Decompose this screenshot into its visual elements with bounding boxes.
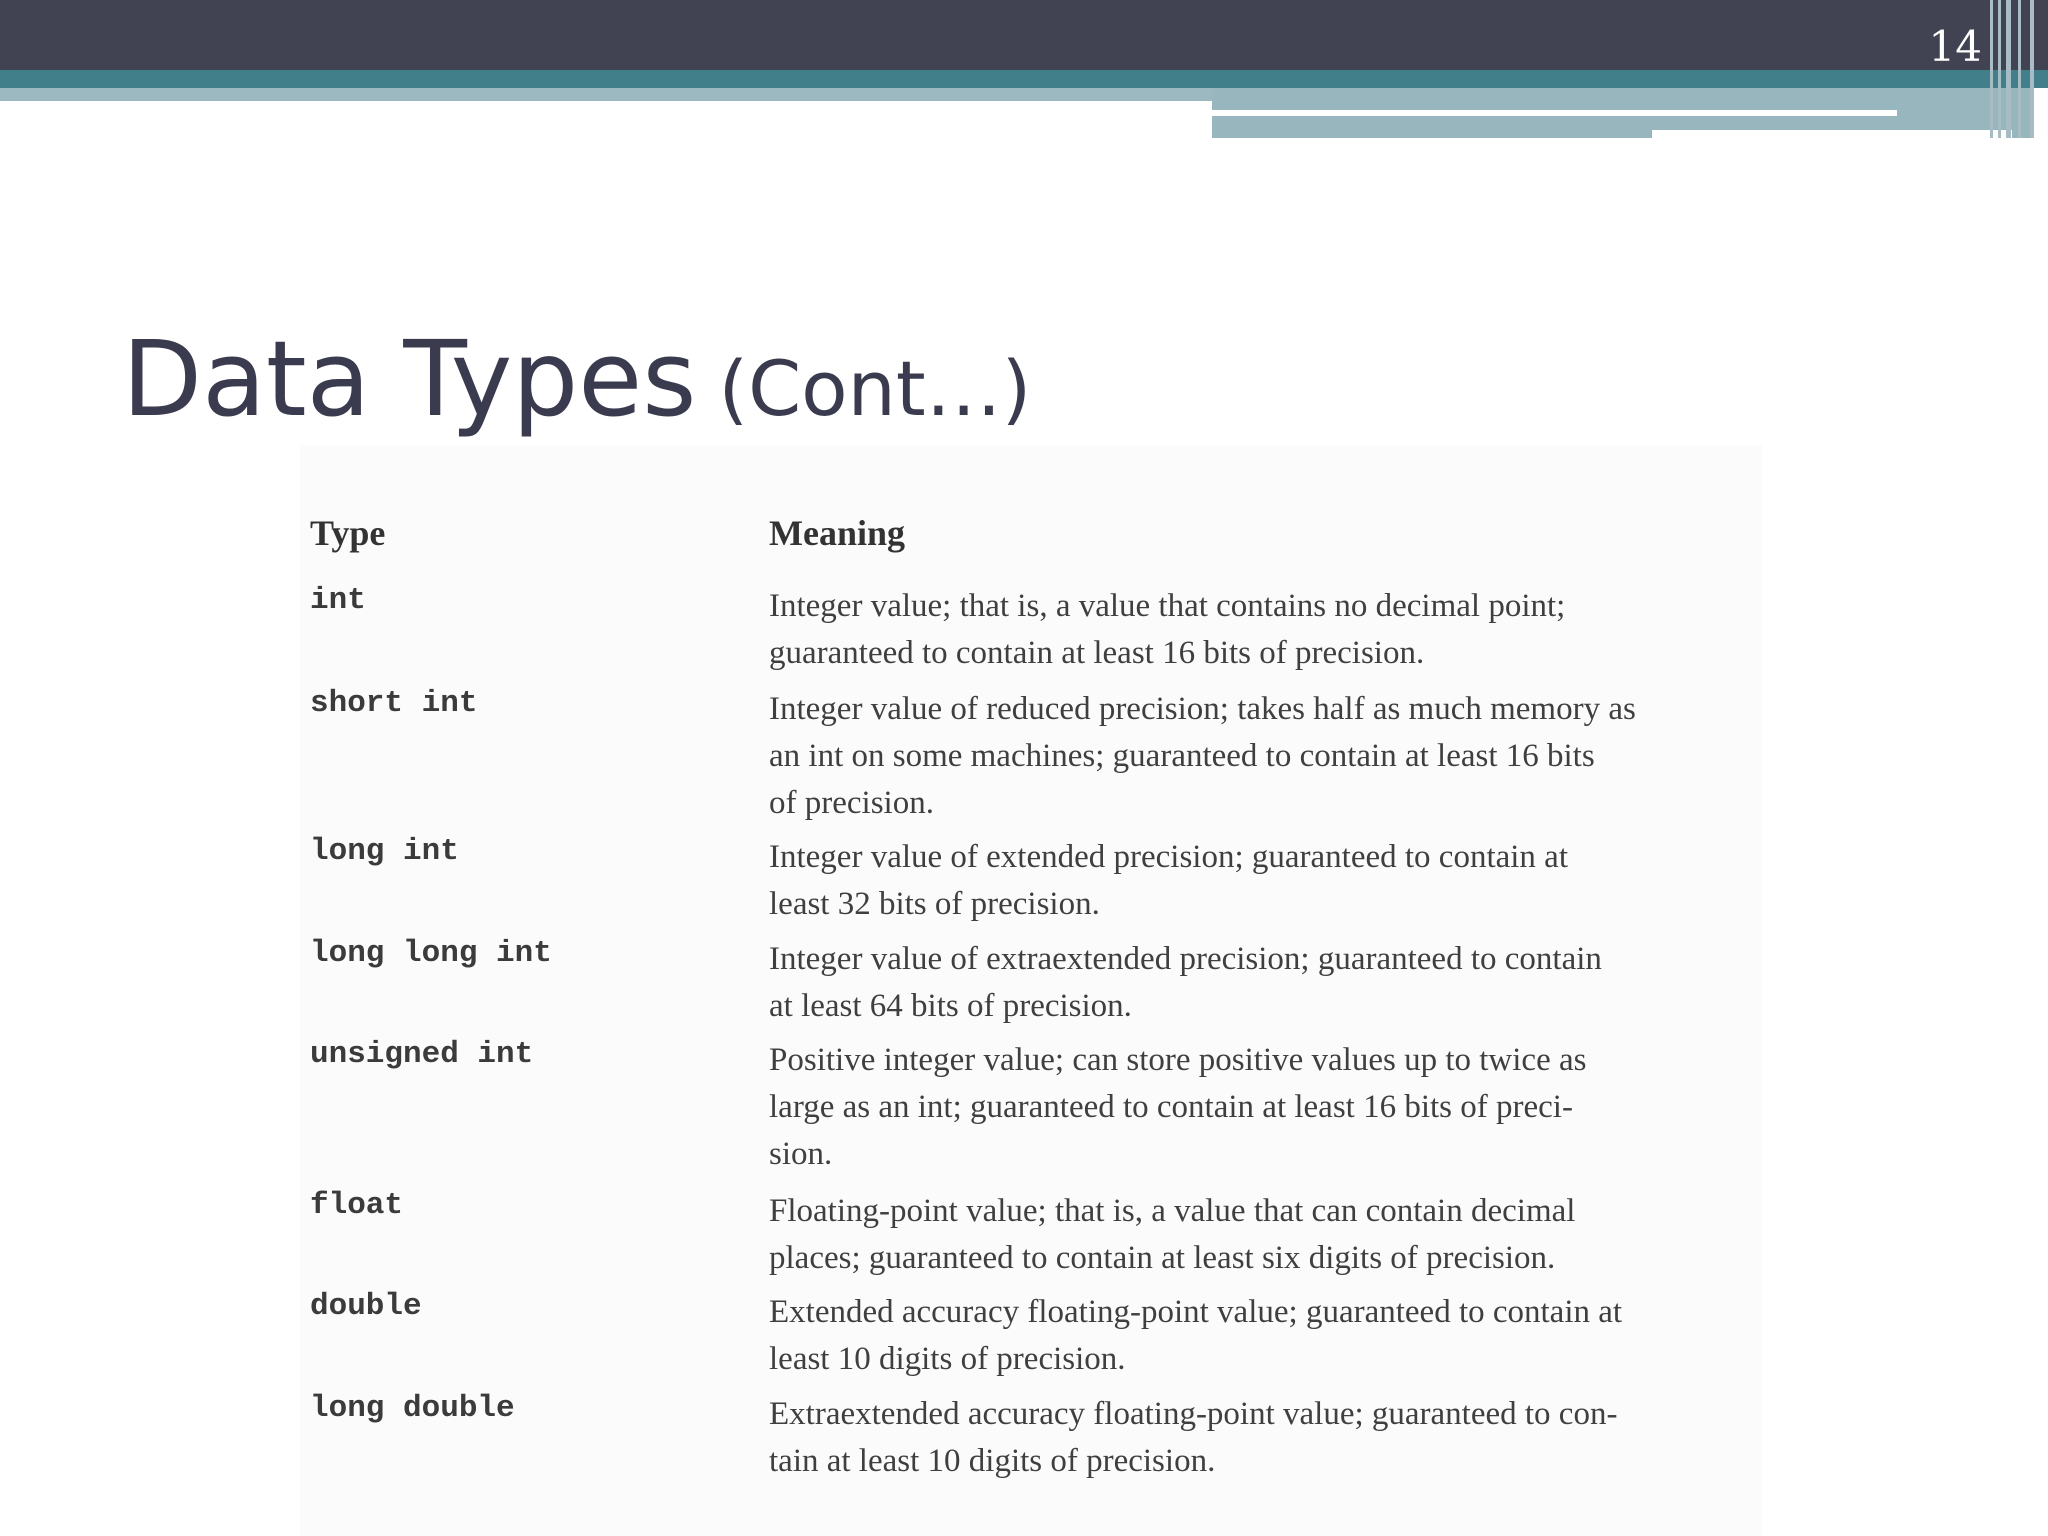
meaning-line: least 10 digits of precision.	[769, 1341, 1126, 1377]
type-cell: double	[310, 1289, 422, 1324]
meaning-line: Integer value; that is, a value that contains no decimal point;	[769, 588, 1566, 624]
meaning-line: least 32 bits of precision.	[769, 886, 1100, 922]
meaning-line: at least 64 bits of precision.	[769, 988, 1132, 1024]
meaning-line: Integer value of extended precision; guaranteed to contain at	[769, 839, 1568, 875]
column-header-meaning: Meaning	[769, 513, 906, 553]
column-header-type: Type	[310, 513, 386, 553]
meaning-line: Extended accuracy floating-point value; guaranteed to contain at	[769, 1294, 1623, 1330]
header-stripe	[1998, 0, 2001, 138]
meaning-line: large as an int; guaranteed to contain at least 16 bits of preci-	[769, 1089, 1573, 1125]
header-rule	[1212, 110, 1897, 116]
meaning-line: of precision.	[769, 785, 934, 821]
slide-title	[122, 318, 1031, 440]
header-stripe	[1990, 0, 1993, 138]
meaning-cell	[769, 1188, 1769, 1282]
meaning-line: Positive integer value; can store positive values up to twice as	[769, 1042, 1587, 1078]
meaning-cell	[769, 1391, 1769, 1485]
header-rule	[1652, 130, 2012, 138]
header-stripe	[2018, 0, 2021, 138]
type-cell: long double	[310, 1391, 515, 1426]
meaning-cell	[769, 834, 1769, 928]
header-stripe	[2030, 0, 2034, 138]
header-accent-bar	[0, 70, 2048, 88]
type-cell: float	[310, 1188, 404, 1223]
meaning-line: Integer value of reduced precision; takes half as much memory as	[769, 691, 1636, 727]
type-cell: int	[310, 583, 366, 618]
slide-number: 14	[1928, 22, 1982, 71]
header-light-bar	[0, 88, 1212, 101]
type-cell: unsigned int	[310, 1037, 534, 1072]
meaning-cell	[769, 583, 1769, 677]
type-cell: short int	[310, 686, 478, 721]
title-suffix: (Cont…)	[718, 344, 1032, 433]
meaning-line: Extraextended accuracy floating-point value; guaranteed to con-	[769, 1396, 1618, 1432]
meaning-line: sion.	[769, 1136, 833, 1172]
meaning-cell	[769, 686, 1769, 827]
meaning-cell	[769, 1037, 1769, 1178]
type-cell: long int	[310, 834, 459, 869]
meaning-line: guaranteed to contain at least 16 bits of precision.	[769, 635, 1425, 671]
header-bar	[0, 0, 2048, 70]
meaning-line: places; guaranteed to contain at least six digits of precision.	[769, 1240, 1556, 1276]
meaning-line: tain at least 10 digits of precision.	[769, 1443, 1216, 1479]
meaning-cell	[769, 936, 1769, 1030]
meaning-line: Floating-point value; that is, a value that can contain decimal	[769, 1193, 1576, 1229]
meaning-line: Integer value of extraextended precision; guaranteed to contain	[769, 941, 1602, 977]
title-text: Data Types	[122, 318, 697, 440]
meaning-line: an int on some machines; guaranteed to contain at least 16 bits	[769, 738, 1595, 774]
meaning-cell	[769, 1289, 1769, 1383]
type-cell: long long int	[310, 936, 552, 971]
header-stripe	[2006, 0, 2011, 138]
